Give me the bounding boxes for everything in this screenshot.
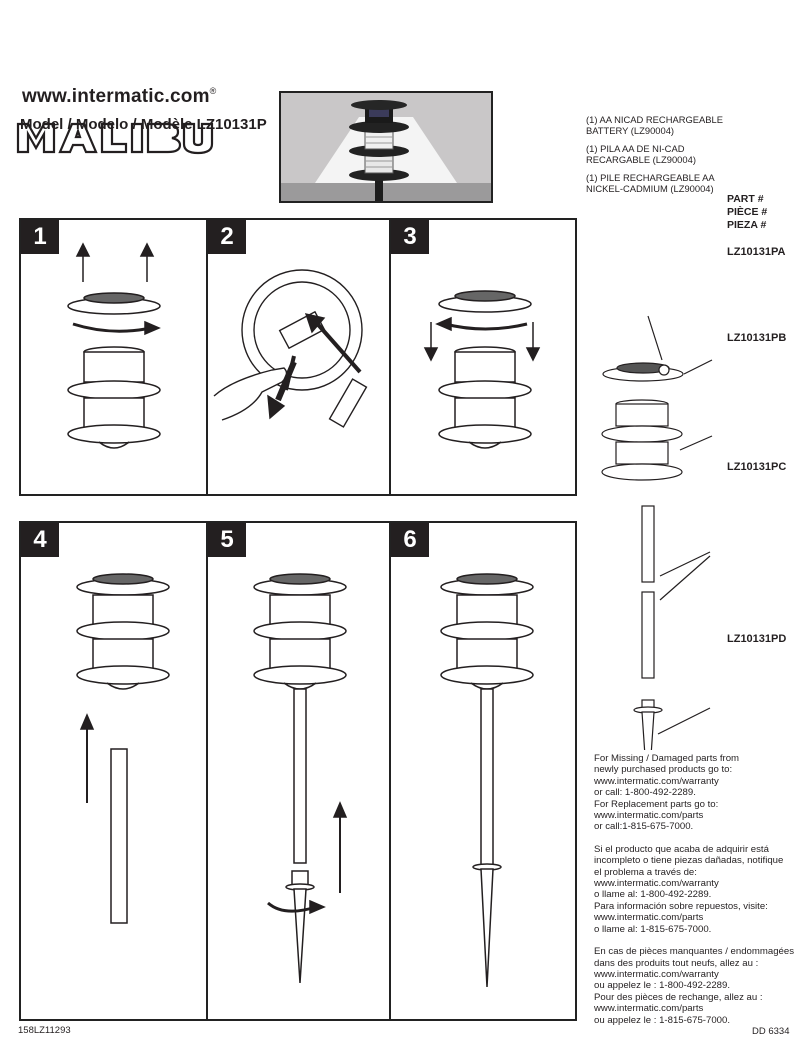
battery-info (586, 114, 746, 201)
step-number-5: 5 (208, 523, 246, 557)
customer-support-info (594, 753, 798, 1037)
battery-en: (1) AA NICAD RECHARGEABLE BATTERY (LZ90004) (586, 114, 724, 136)
assembled-light-illustration (425, 563, 555, 1013)
battery-es: (1) PILA AA DE NI-CAD RECARGABLE (LZ90004) (586, 143, 696, 165)
model-number: Model / Modelo / Modèle LZ10131P (20, 116, 267, 133)
step-panel-2 (206, 218, 392, 496)
part-pb: LZ10131PB (727, 332, 787, 344)
support-french: En cas de pièces manquantes / endommagées dans des produits tout neufs, allez au : www.intermatic.com/warranty ou appelez le : 1-800-492-2289. Pour des pièces de rechange, allez au : www.intermatic.com/parts ou appelez le : 1-815-675-7000. (594, 946, 794, 1026)
step-panel-4 (19, 521, 209, 1021)
exploded-parts-diagram (598, 310, 722, 750)
remove-solar-cap-illustration (59, 242, 179, 462)
step-number-1: 1 (21, 220, 59, 254)
product-image (281, 93, 491, 201)
step-number-6: 6 (391, 523, 429, 557)
part-pc: LZ10131PC (727, 461, 787, 473)
step-panel-6 (389, 521, 577, 1021)
attach-solar-cap-illustration (423, 278, 553, 468)
attach-stake-illustration (244, 563, 374, 1013)
part-number-heading: PART # PIÈCE # PIEZA # (727, 193, 768, 231)
replace-battery-illustration (212, 260, 388, 460)
step-number-4: 4 (21, 523, 59, 557)
battery-fr: (1) PILE RECHARGEABLE AA NICKEL-CADMIUM (LZ90004) (586, 172, 715, 194)
support-english: For Missing / Damaged parts from newly purchased products go to: www.intermatic.com/warranty or call: 1-800-492-2289. For Replacement parts go to: www.intermatic.com/parts or call:1-815-675-7000. (594, 753, 740, 833)
step-number-3: 3 (391, 220, 429, 254)
website-url[interactable]: www.intermatic.com® (22, 86, 217, 107)
support-spanish: Si el producto que acaba de adquirir está incompleto o tiene piezas dañadas, notifique el problema a través de: www.intermatic.com/warranty o llame al: 1-800-492-2289. Para información sobre repuestos, visite: www.intermatic.com/parts o llame al: 1-815-675-7000. (594, 843, 784, 935)
document-code: 158LZ11293 (18, 1025, 71, 1036)
revision-code: DD 6334 (752, 1026, 790, 1037)
step-panel-3 (389, 218, 577, 496)
part-pd: LZ10131PD (727, 633, 787, 645)
parts-link[interactable]: www.intermatic.com/parts (594, 810, 704, 822)
part-pa: LZ10131PA (727, 246, 786, 258)
step-panel-5 (206, 521, 392, 1021)
warranty-link[interactable]: www.intermatic.com/warranty (594, 775, 719, 787)
step-panel-1 (19, 218, 209, 496)
product-photo (279, 91, 493, 203)
step-number-2: 2 (208, 220, 246, 254)
insert-pole-illustration (61, 563, 181, 943)
